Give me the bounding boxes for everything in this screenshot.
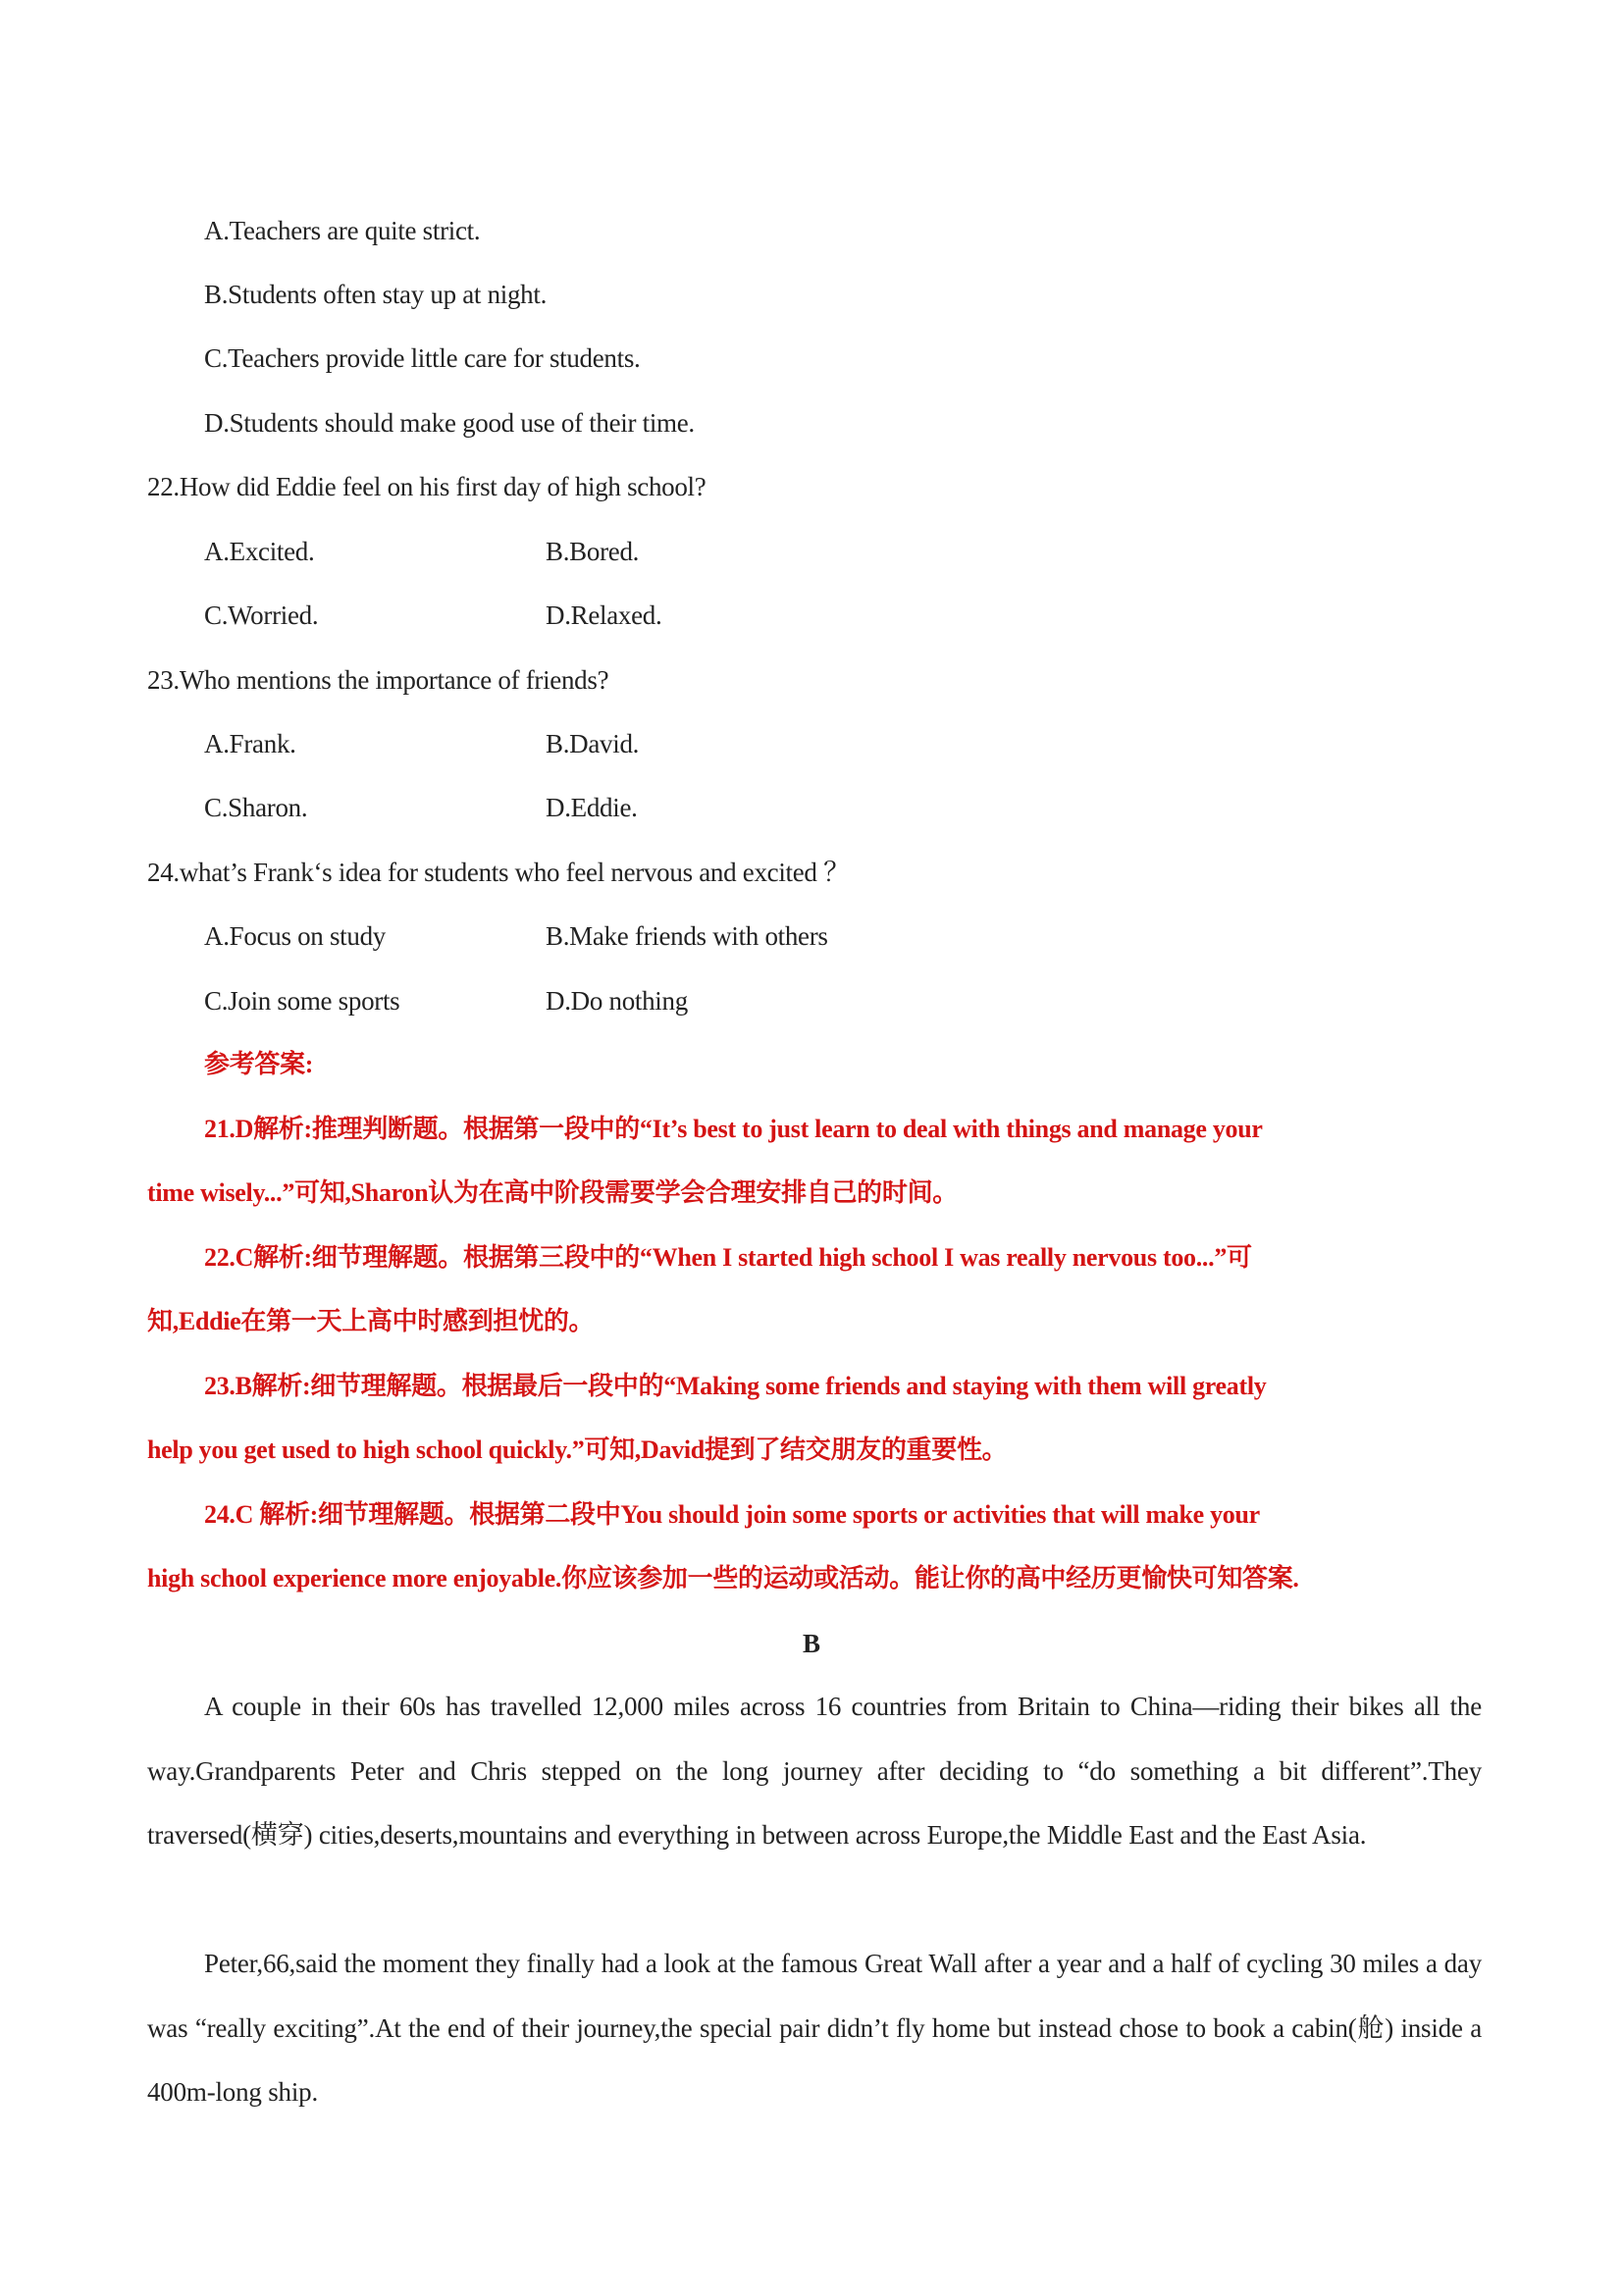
q24-question: 24.what’s Frank‘s idea for students who feel nervous and excited ？ (147, 858, 850, 887)
q21-option-a: A.Teachers are quite strict. (204, 216, 481, 245)
q24-option-a: A.Focus on study (204, 921, 386, 951)
q23-option-a: A.Frank. (204, 729, 296, 758)
section-b-heading: B (802, 1629, 820, 1658)
section-b-paragraph-1: A couple in their 60s has travelled 12,000 miles across 16 countries from Britain to China—riding their bikes all the way.Grandparents Peter and Chris stepped on the long journey after deciding to “do something a bit different”.They traversed(横穿) cities,deserts,mountains and everything in between across Europe,the Middle East and the East Asia. (147, 1692, 1482, 1850)
answer-23-line1: 23.B解析:细节理解题。根据最后一段中的“Making some friends and staying with them will greatly (204, 1372, 1267, 1400)
q22-option-d: D.Relaxed. (546, 600, 662, 630)
q22-option-a: A.Excited. (204, 537, 315, 566)
answer-21-line2: time wisely...”可知,Sharon认为在高中阶段需要学会合理安排自己的时间。 (147, 1178, 958, 1207)
answer-22-line2: 知,Eddie在第一天上高中时感到担忧的。 (147, 1307, 595, 1335)
section-b-paragraph-2: Peter,66,said the moment they finally had a look at the famous Great Wall after a year and a half of cycling 30 miles a day was “really exciting”.At the end of their journey,the special pair didn’t fly home but instead chose to book a cabin(舱) inside a 400m-long ship. (147, 1949, 1482, 2107)
q24-option-d: D.Do nothing (546, 986, 688, 1016)
q24-option-b: B.Make friends with others (546, 921, 828, 951)
answer-24-line2: high school experience more enjoyable.你应该参加一些的运动或活动。能让你的高中经历更愉快可知答案. (147, 1564, 1299, 1592)
q24-option-c: C.Join some sports (204, 986, 400, 1016)
q23-option-c: C.Sharon. (204, 793, 308, 822)
answer-21-line1: 21.D解析:推理判断题。根据第一段中的“It’s best to just learn to deal with things and manage your (204, 1115, 1263, 1143)
q23-option-b: B.David. (546, 729, 640, 758)
q23-option-d: D.Eddie. (546, 793, 638, 822)
q21-option-d: D.Students should make good use of their time. (204, 408, 695, 438)
q21-option-b: B.Students often stay up at night. (204, 280, 548, 309)
q22-option-c: C.Worried. (204, 600, 319, 630)
q22-option-b: B.Bored. (546, 537, 640, 566)
answer-23-line2: help you get used to high school quickly.”可知,David提到了结交朋友的重要性。 (147, 1435, 1008, 1464)
q22-question: 22.How did Eddie feel on his first day of high school? (147, 472, 707, 501)
q23-question: 23.Who mentions the importance of friends? (147, 665, 609, 695)
answer-22-line1: 22.C解析:细节理解题。根据第三段中的“When I started high school I was really nervous too...”可 (204, 1243, 1252, 1272)
answers-heading: 参考答案: (204, 1050, 314, 1078)
q21-option-c: C.Teachers provide little care for students. (204, 343, 641, 373)
answer-24-line1: 24.C 解析:细节理解题。根据第二段中You should join some sports or activities that will make your (204, 1500, 1260, 1529)
